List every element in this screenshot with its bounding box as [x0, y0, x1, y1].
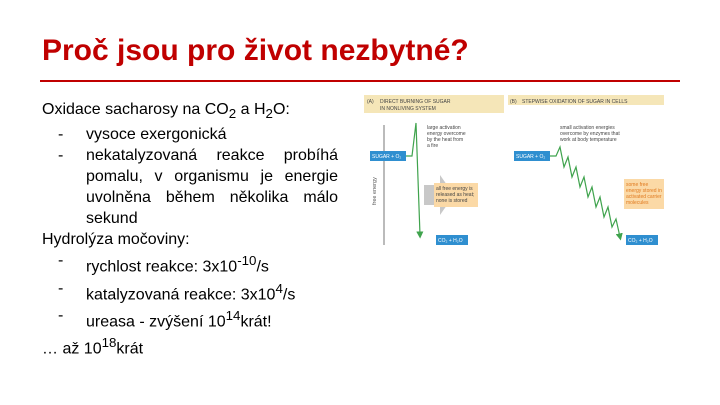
panel-b-note-1: small activation energies: [560, 125, 615, 131]
final-line: [42, 332, 338, 359]
bullet-uncatalyzed: [42, 145, 338, 229]
slide-title: Proč jsou pro život nezbytné?: [42, 34, 469, 67]
panel-a-title: DIRECT BURNING OF SUGAR: [380, 99, 451, 105]
panel-a-title-2: IN NONLIVING SYSTEM: [380, 106, 436, 112]
panel-a-note-2: energy overcome: [427, 131, 466, 137]
panel-a-box-1: all free energy is: [436, 186, 473, 192]
bullet-text: rychlost reakce: 3x10: [86, 258, 238, 276]
intro-text: Oxidace sacharosy na CO: [42, 101, 229, 118]
bullet-urease: [42, 305, 338, 332]
intro-text-mid: a H: [236, 101, 266, 118]
urea-heading: Hydrolýza močoviny:: [42, 231, 190, 249]
panel-a-start-text: SUGAR + O₂: [372, 154, 402, 160]
panel-b-title: STEPWISE OXIDATION OF SUGAR IN CELLS: [522, 99, 628, 105]
intro-text-end: O:: [272, 101, 290, 118]
bullet-rate: [42, 250, 338, 277]
bullet-text: vysoce exergonická: [86, 126, 227, 144]
panel-b-end-text: CO₂ + H₂O: [628, 238, 653, 244]
bullet-text-end: /s: [256, 258, 269, 276]
panel-a-note-1: large activation: [427, 125, 461, 131]
slide-body: [42, 99, 338, 360]
panel-b-box-4: molecules: [626, 200, 649, 206]
bullet-dash: -: [58, 252, 64, 270]
superscript: -10: [237, 253, 257, 269]
panel-a-energy-curve: [406, 123, 420, 235]
bullet-dash: -: [58, 147, 64, 165]
free-energy-axis-label: free energy: [372, 177, 378, 205]
panel-b-box-2: energy stored in: [626, 188, 662, 194]
panel-a-note-4: a fire: [427, 143, 439, 149]
panel-b-note-2: overcome by enzymes that: [560, 131, 620, 137]
panel-a-box-2: released as heat;: [436, 192, 475, 198]
title-underline: [40, 80, 680, 82]
bullet-text-line: uvolněna během několika málo: [86, 189, 338, 207]
superscript: 18: [101, 335, 117, 351]
bullet-text: katalyzovaná reakce: 3x10: [86, 285, 276, 303]
bullet-text-end: krát!: [240, 313, 272, 331]
bullet-dash: -: [58, 126, 64, 144]
intro-line: [42, 99, 338, 124]
panel-b-start-text: SUGAR + O₂: [516, 154, 546, 160]
bullet-text-line: sekund: [86, 210, 138, 228]
panel-b-note-3: work at body temperature: [560, 137, 617, 143]
subscript-2b: 2: [265, 106, 273, 122]
final-text-end: krát: [116, 340, 144, 358]
bullet-text: ureasa - zvýšení 10: [86, 313, 226, 331]
superscript: 4: [275, 280, 283, 296]
panel-b-box-3: activated carrier: [626, 194, 662, 200]
final-text: … až 10: [42, 340, 102, 358]
bullet-dash: -: [58, 306, 64, 324]
panel-a-box-3: none is stored: [436, 198, 468, 204]
panel-a-note-3: by the heat from: [427, 137, 464, 143]
panel-b-stepwise-curve: [550, 147, 620, 237]
panel-a-letter: (A): [367, 99, 374, 105]
bullet-text-line: pomalu, v organismu je energie: [86, 168, 338, 186]
energy-diagram-svg: [364, 95, 664, 255]
panel-b-box-1: some free: [626, 182, 649, 188]
energy-diagram: [364, 95, 664, 260]
bullet-text-end: /s: [282, 285, 296, 303]
panel-b-letter: (B): [510, 99, 517, 105]
bullet-text-line: nekatalyzovaná reakce probíhá: [86, 147, 338, 165]
bullet-exergonic: [42, 124, 338, 145]
panel-a-end-text: CO₂ + H₂O: [438, 238, 463, 244]
bullet-catalyzed: [42, 278, 338, 305]
subscript-2: 2: [228, 106, 237, 122]
bullet-dash: -: [58, 279, 64, 297]
superscript: 14: [225, 307, 241, 323]
